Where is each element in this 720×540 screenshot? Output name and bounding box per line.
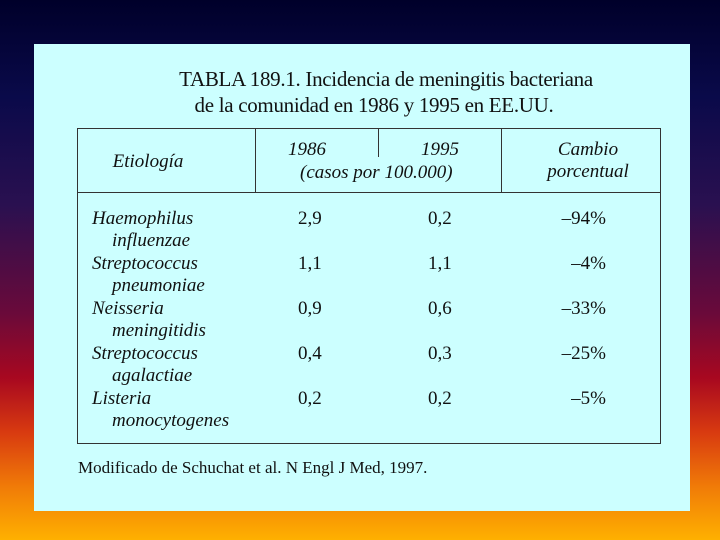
value-1995: 0,3 [428, 343, 452, 364]
header-cambio-line2: porcentual [547, 161, 629, 182]
header-divider-2 [501, 129, 502, 192]
header-cambio-line1: Cambio [557, 139, 619, 160]
value-1986: 1,1 [298, 253, 322, 274]
title-line-1: TABLA 189.1. Incidencia de meningitis bacteriana [179, 67, 593, 91]
value-cambio: –25% [561, 343, 606, 364]
organism-name [92, 298, 206, 342]
source-footnote: Modificado de Schuchat et al. N Engl J Med, 1997. [78, 458, 428, 477]
organism-name-line1: Neisseria [92, 298, 164, 319]
value-1986: 0,9 [298, 298, 322, 319]
value-cambio: –5% [571, 388, 606, 409]
organism-name [92, 208, 193, 252]
value-cambio: –33% [561, 298, 606, 319]
value-1995: 0,2 [428, 388, 452, 409]
incidence-table [77, 128, 661, 444]
header-bottom-rule [78, 192, 660, 193]
organism-name-line1: Listeria [92, 388, 152, 409]
organism-name-line2: meningitidis [112, 320, 206, 341]
value-cambio: –4% [571, 253, 606, 274]
organism-name-line1: Streptococcus [92, 343, 198, 364]
value-1995: 0,2 [428, 208, 452, 229]
slide [34, 44, 690, 511]
header-etiologia: Etiología [112, 151, 184, 172]
header-divider-year [378, 129, 379, 157]
value-cambio: –94% [561, 208, 606, 229]
value-1995: 0,6 [428, 298, 452, 319]
header-1986: 1986 [288, 139, 326, 160]
organism-name-line2: pneumoniae [112, 275, 205, 296]
value-1986: 0,4 [298, 343, 322, 364]
header-divider-1 [255, 129, 256, 192]
organism-name-line2: monocytogenes [112, 410, 230, 431]
organism-name [92, 343, 198, 387]
title-line-2: de la comunidad en 1986 y 1995 en EE.UU. [194, 93, 554, 117]
header-unit: (casos por 100.000) [300, 162, 453, 183]
organism-name-line2: agalactiae [112, 365, 193, 386]
header-1995: 1995 [421, 139, 459, 160]
organism-name [92, 388, 229, 432]
table-title [34, 66, 690, 118]
organism-name [92, 253, 205, 297]
organism-name-line2: influenzae [112, 230, 191, 251]
organism-name-line1: Streptococcus [92, 253, 198, 274]
value-1986: 2,9 [298, 208, 322, 229]
value-1995: 1,1 [428, 253, 452, 274]
organism-name-line1: Haemophilus [92, 208, 194, 229]
header-cambio [524, 139, 652, 183]
value-1986: 0,2 [298, 388, 322, 409]
